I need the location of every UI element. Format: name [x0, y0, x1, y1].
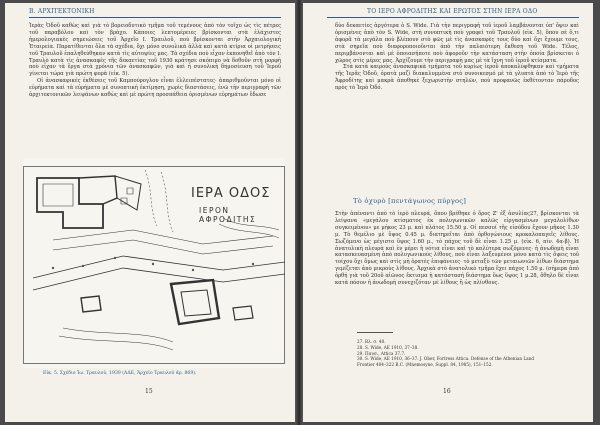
body-text-bottom: [335, 211, 579, 287]
paragraph: Οἱ ἀνασκαφικὲς ἐκθέσεις τοῦ Καμπούρογλου εἶναι ἐλλειπέστατες· ἀπαριθμοῦνται μόνο οἱ εὑρήματα καὶ τὰ εὑρήματα μὲ συνοπτικὴ ἐκτίμηση, χωρὶς διαστάσεις, ἐνῶ τὴν περιγραφὴ τῶν ἀρχιτεκτονικῶν λειψάνων καθὼς καὶ μὲ πρώτη προσπάθεια ὁρισμένων εὑρημάτων ἔδωσε: [29, 78, 281, 99]
footnote: 29. Παυσ., Attica 37.7.: [357, 350, 406, 356]
footnote-rule: [357, 332, 393, 333]
left-page: [5, 3, 295, 422]
paragraph: Ἱερὰς Ὁδοῦ καθὼς καὶ γιὰ τὸ βορειοδυτικὸ τμῆμα τοῦ τεμένους ἀπὸ τὸν τοῖχο ὡς τὶς πέτρες τοῦ παραβόλου καὶ τὸν βράχο. Κάποιες λεπτομέρειες βρίσκονται στὰ ἐλάχιστες ἡμερολογιακὲς σημειώσεις τοῦ Ἀρχεῖο Ι. Τραυλοῦ, ποὺ βρίσκονται στὴν Ἀρχαιολογικὴ Ἑταιρεία. Παρατίθενται ὅλα τὰ σχέδια, ὄχι μόνο συνολικὰ ἀλλὰ καὶ κατὰ κτίρια οἱ μετρήσεις τοῦ Τραυλοῦ ἐπαληθεύθηκαν κατὰ τὶς αὐτοψίες μας. Τὰ σχέδια ποὺ εἶχαν ἐκπονηθεῖ ἀπὸ τὸν Ι. Τραυλὸ κατὰ τὶς ἀνασκαφὲς τῆς δεκαετίας τοῦ 1930 κράτησε σκόπιμο νὰ δοθοῦν στὴ μορφὴ ποὺ εἶχαν τὰ ἔργα στὰ χρόνια τῶν ἀνασκαφῶν, γιὰ καὶ ἡ συνολικὴ δημοσίευση τοῦ Ἱεροῦ γίνεται τώρα γιὰ πρώτη φορὰ (εἰκ. 5).: [29, 23, 281, 78]
section-title: Τὸ ὀχυρὸ [πεντάγωνος πύργος]: [353, 197, 467, 205]
paragraph: δύο δεκαετίες ἀργότερα ὁ S. Wide. Γιὰ τὴν περιγραφὴ τοῦ ἱεροῦ λαμβάνονται ὑπ' ὄψιν καὶ ὁρισμένες ἀπὸ τὸν S. Wide, στὴ συνοπτικὴ ποὺ γραφεὶ τοῦ Τραυλοῦ (εἰκ. 5), ὅπου σὲ ὅ,τι ἀφορᾶ τὰ μεγάλα ποὺ βλέπουν στὸ φῶς μὲ τὶς ἀνασκαφὲς τους δύο καὶ ὅχι ἔχουμε τους, στὰ σημεῖα ποὺ διαφοροποιοῦνται ἀπὸ τὴν παλαιότερη ἔκθεση τοῦ Wide. Τέλος, περιμβάνονται καὶ μὲ ὁποιασήποτε ποὺ ἀφοροῦν τὴν κατάσταση στὴν ὁποία βρίσκεται ὁ χῶρος στὶς μέρες μας. Ἀρχίζουμε τὴν περιγραφὴ μας μὲ τὰ ἴχνη τοῦ ἱεροῦ κτίσματα.: [335, 23, 579, 64]
running-head: Β. ΑΡΧΙΤΕΚΤΟΝΙΚΗ: [29, 8, 95, 15]
paragraph: Στὰ κατὰ καιροὺς ἀνασκαφικὰ τμήματα τοῦ κυρίως ἱεροῦ ἀποκαλύφθηκαν καὶ τμήματα τῆς Ἱερᾶς Ὁδοῦ, ὁρατὰ μαζὶ διακαλυμμένα στὸ συνοικεσμό μὲ τὰ γλυπτὰ ἀπὸ τὸ Ἱερὸ τῆς Ἀφροδίτης καὶ μακρὰ ἀποθηκὲ ξεχωριστὴν στηλῶν, ποὺ προφανῶς ἐκθέτονταν πάροδος πρὸς τὸ Ἱερὸ Ὀδό.: [335, 64, 579, 92]
footnote: Frontier 404–322 B.C. (Mnemosyne, Suppl. 84, 1985), 151–152.: [357, 362, 493, 368]
running-head: ΤΟ ΙΕΡΟ ΑΦΡΟΔΙΤΗΣ ΚΑΙ ΕΡΩΤΟΣ ΣΤΗΝ ΙΕΡΑ ΟΔΟ: [367, 8, 538, 15]
figure-title: ΙΕΡΑ ΟΔΟΣ: [191, 186, 271, 201]
site-plan-drawing: [23, 158, 285, 364]
figure-subtitle: ΙΕΡΟΝ ΑΦΡΟΔΙΤΗΣ: [199, 206, 257, 224]
page-number: 16: [443, 388, 451, 395]
header-rule: [327, 17, 579, 18]
site-plan-figure: [23, 158, 285, 368]
figure-caption: Εἰκ. 5. Σχέδιο Ἰω. Τραυλοῦ, 1939 (ΑΔΕ, Ἀρχεῖο Τραυλοῦ ἀρ. 869).: [43, 371, 197, 376]
header-rule: [29, 17, 281, 18]
book-gutter: [295, 0, 303, 425]
footnote: 27. Βλ. σ. 40.: [357, 339, 386, 344]
footnote: 30. S. Wide, AE 1910, 36–37. J. Ober, Fortress Attica. Defense of the Athenian Land: [357, 356, 535, 362]
footnote: 28. S. Wide, AE 1910, 37–38.: [357, 344, 419, 350]
footnotes: [357, 339, 582, 368]
body-text-top: [335, 23, 579, 92]
body-text: [29, 23, 281, 99]
page-number: 15: [145, 388, 153, 395]
paragraph: Στὴν ἀπέναντι ἀπὸ τὸ ἱερὸ πλευρά, ὅπου βρέθηκε ὁ ὅρος Ζ' ἐξ ἀσυλίας27, βρίσκονται τὰ λείψανα «μεγάλου κτίσματος ἐκ πολυγωνικῶν καλῶς εἰργασμένων μεγαλολίθων συγκειμένου» με μήκος 23 μ. καὶ πλάτος 15.50 μ. Οἱ πεσσοί τῆς εἰσόδου ἔχουν μῆκος 1.30 μ. Τὸ θεμέλιο μὲ ὕψος 0.45 μ. διατηρεῖται ἀπὸ ὀρθογώνιους κροκαλοπαγεῖς λίθους. Σωζόμενο ὡς μέγιστο ὕψος 1.60 μ., τὸ πάχος τοῦ δὲ εἶναι 1.25 μ. (εἰκ. 6, πίν. 4α-β). Ἡ ἀνατολικὴ πλευρὰ καὶ ἐν μέρει ἡ νότια εἶναι καὶ τὸ καλύτερα σωζόμενες· ἡ ἀνωδομὴ εἶναι κατασκευασμένη ἀπὸ πολυγωνικούς λίθους, ποὺ εἶναι λαξευμένοι μόνο κατὰ τὶς ὄψεις τοῦ τοίχου ὅχι ὅμως καὶ στὶς μὴ ὁρατὲς ἐπιφάνειες· τὸ μεταξὺ τῶν μεταιωνιῶν λίθων διάστημα γεμίζεται ἀπὸ μικροὺς λίθους. Ἀρχικὰ στὸ ἀνατολικὸ τμῆμα ἔχει πάχος 1.50 μ. (σήμερα ἀπὸ ὀρθή γιὰ τοῦ 20οῦ αἰῶνος ἔκτισμα ἡ κατάστασή διάστημα ὅως ὕψος 1 μ.28, ὅθηλο δὲ εἶναι κατὰ πόσον ἡ ἀνωδομὴ συνεχιζόταν μὲ λίθους ἢ ὡς πλίνθους.: [335, 211, 579, 287]
right-page: [303, 3, 593, 422]
